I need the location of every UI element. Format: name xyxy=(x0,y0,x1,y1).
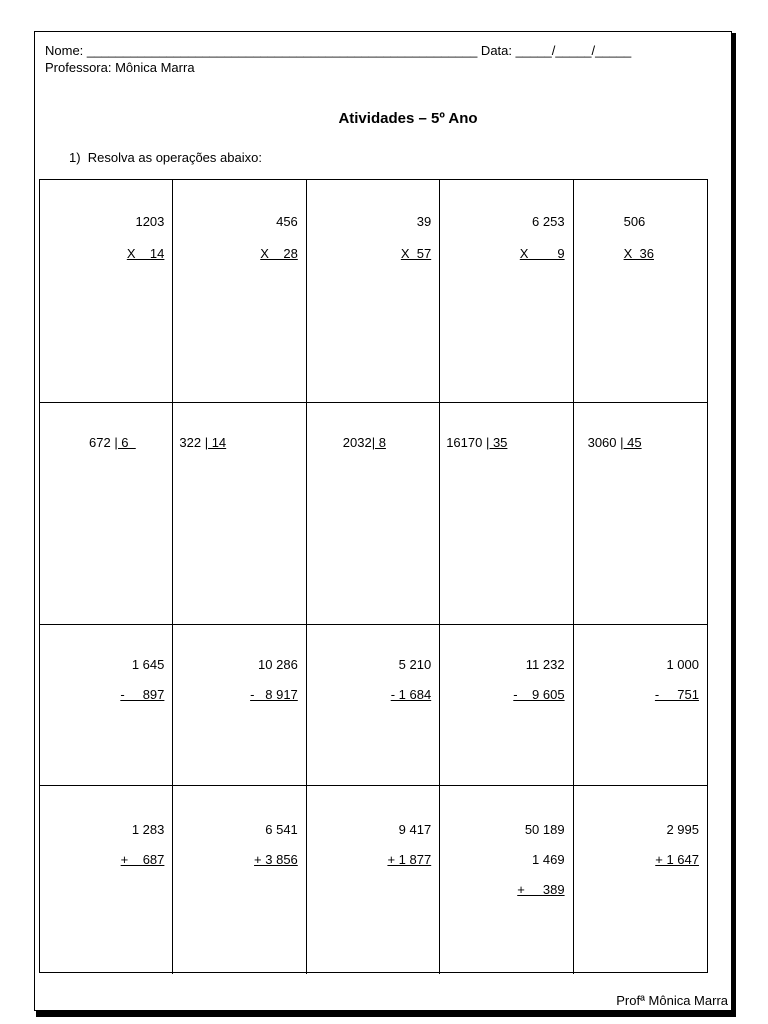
footer-signature: Profª Mônica Marra xyxy=(616,993,728,1008)
worksheet-page xyxy=(34,31,732,1011)
name-date-line: Nome: ______________________________________________________ Data: _____/_____/_____ xyxy=(45,43,632,58)
operand-top: 11 232 xyxy=(525,657,565,672)
operand-top: 1 645 xyxy=(131,657,165,672)
operand-bottom: + 687 xyxy=(120,852,165,867)
operand-bottom: X 57 xyxy=(400,246,432,261)
operand-bottom: - 9 605 xyxy=(513,687,565,702)
division-expression xyxy=(343,435,386,450)
div-cell-4[interactable] xyxy=(440,403,573,625)
operand-top: 50 189 xyxy=(524,822,565,837)
dividend: 322 xyxy=(179,435,205,450)
divisor: | 8 xyxy=(371,435,386,450)
sub-cell-5[interactable] xyxy=(574,625,707,786)
sub-cell-2[interactable] xyxy=(173,625,306,786)
dividend: 3060 xyxy=(587,435,621,450)
division-expression xyxy=(89,435,136,450)
div-cell-3[interactable] xyxy=(307,403,440,625)
sub-cell-1[interactable] xyxy=(40,625,173,786)
sub-cell-3[interactable] xyxy=(307,625,440,786)
operand-top: 1 000 xyxy=(666,657,699,672)
mult-cell-5[interactable] xyxy=(574,180,707,403)
operand-bottom: X 36 xyxy=(623,246,654,261)
div-cell-5[interactable] xyxy=(574,403,707,625)
operand-middle: 1 469 xyxy=(532,852,565,867)
operand-top: 2 995 xyxy=(666,822,699,837)
dividend: 672 xyxy=(89,435,115,450)
add-cell-5[interactable] xyxy=(574,786,707,974)
add-cell-2[interactable] xyxy=(173,786,306,974)
operations-grid xyxy=(39,179,708,973)
operand-bottom: X 28 xyxy=(260,246,298,261)
division-expression xyxy=(446,435,507,450)
operand-bottom: X 14 xyxy=(126,246,165,261)
operand-bottom: X 9 xyxy=(519,246,565,261)
div-cell-1[interactable] xyxy=(40,403,173,625)
operand-bottom: - 897 xyxy=(120,687,165,702)
divisor: | 14 xyxy=(204,435,227,450)
divisor: | 35 xyxy=(485,435,508,450)
mult-cell-1[interactable] xyxy=(40,180,173,403)
add-cell-3[interactable] xyxy=(307,786,440,974)
page-title: Atividades – 5º Ano xyxy=(338,110,478,127)
operand-top: 10 286 xyxy=(258,657,298,672)
operand-top: 506 xyxy=(623,214,646,229)
operand-bottom: + 3 856 xyxy=(254,852,298,867)
dividend: 2032 xyxy=(342,435,372,450)
operand-top: 456 xyxy=(276,214,298,229)
operand-top: 1 283 xyxy=(131,822,165,837)
sub-cell-4[interactable] xyxy=(440,625,573,786)
teacher-line: Professora: Mônica Marra xyxy=(45,60,195,75)
operand-bottom: - 8 917 xyxy=(250,687,298,702)
operand-top: 6 253 xyxy=(532,214,565,229)
operand-bottom: + 389 xyxy=(517,882,565,897)
operand-bottom: - 751 xyxy=(654,687,699,702)
operand-bottom: - 1 684 xyxy=(390,687,432,702)
operand-bottom: + 1 877 xyxy=(387,852,432,867)
operand-top: 9 417 xyxy=(398,822,432,837)
div-cell-2[interactable] xyxy=(173,403,306,625)
mult-cell-3[interactable] xyxy=(307,180,440,403)
add-cell-1[interactable] xyxy=(40,786,173,974)
operand-top: 5 210 xyxy=(398,657,432,672)
operand-bottom: + 1 647 xyxy=(655,852,699,867)
operand-top: 6 541 xyxy=(265,822,298,837)
add-cell-4[interactable] xyxy=(440,786,573,974)
mult-cell-4[interactable] xyxy=(440,180,573,403)
division-expression xyxy=(588,435,642,450)
division-expression xyxy=(179,435,226,450)
operand-top: 1203 xyxy=(135,214,165,229)
mult-cell-2[interactable] xyxy=(173,180,306,403)
divisor: | 6 xyxy=(114,435,136,450)
dividend: 16170 xyxy=(446,435,486,450)
operand-top: 39 xyxy=(416,214,432,229)
instruction: 1) Resolva as operações abaixo: xyxy=(69,150,262,165)
divisor: | 45 xyxy=(620,435,642,450)
